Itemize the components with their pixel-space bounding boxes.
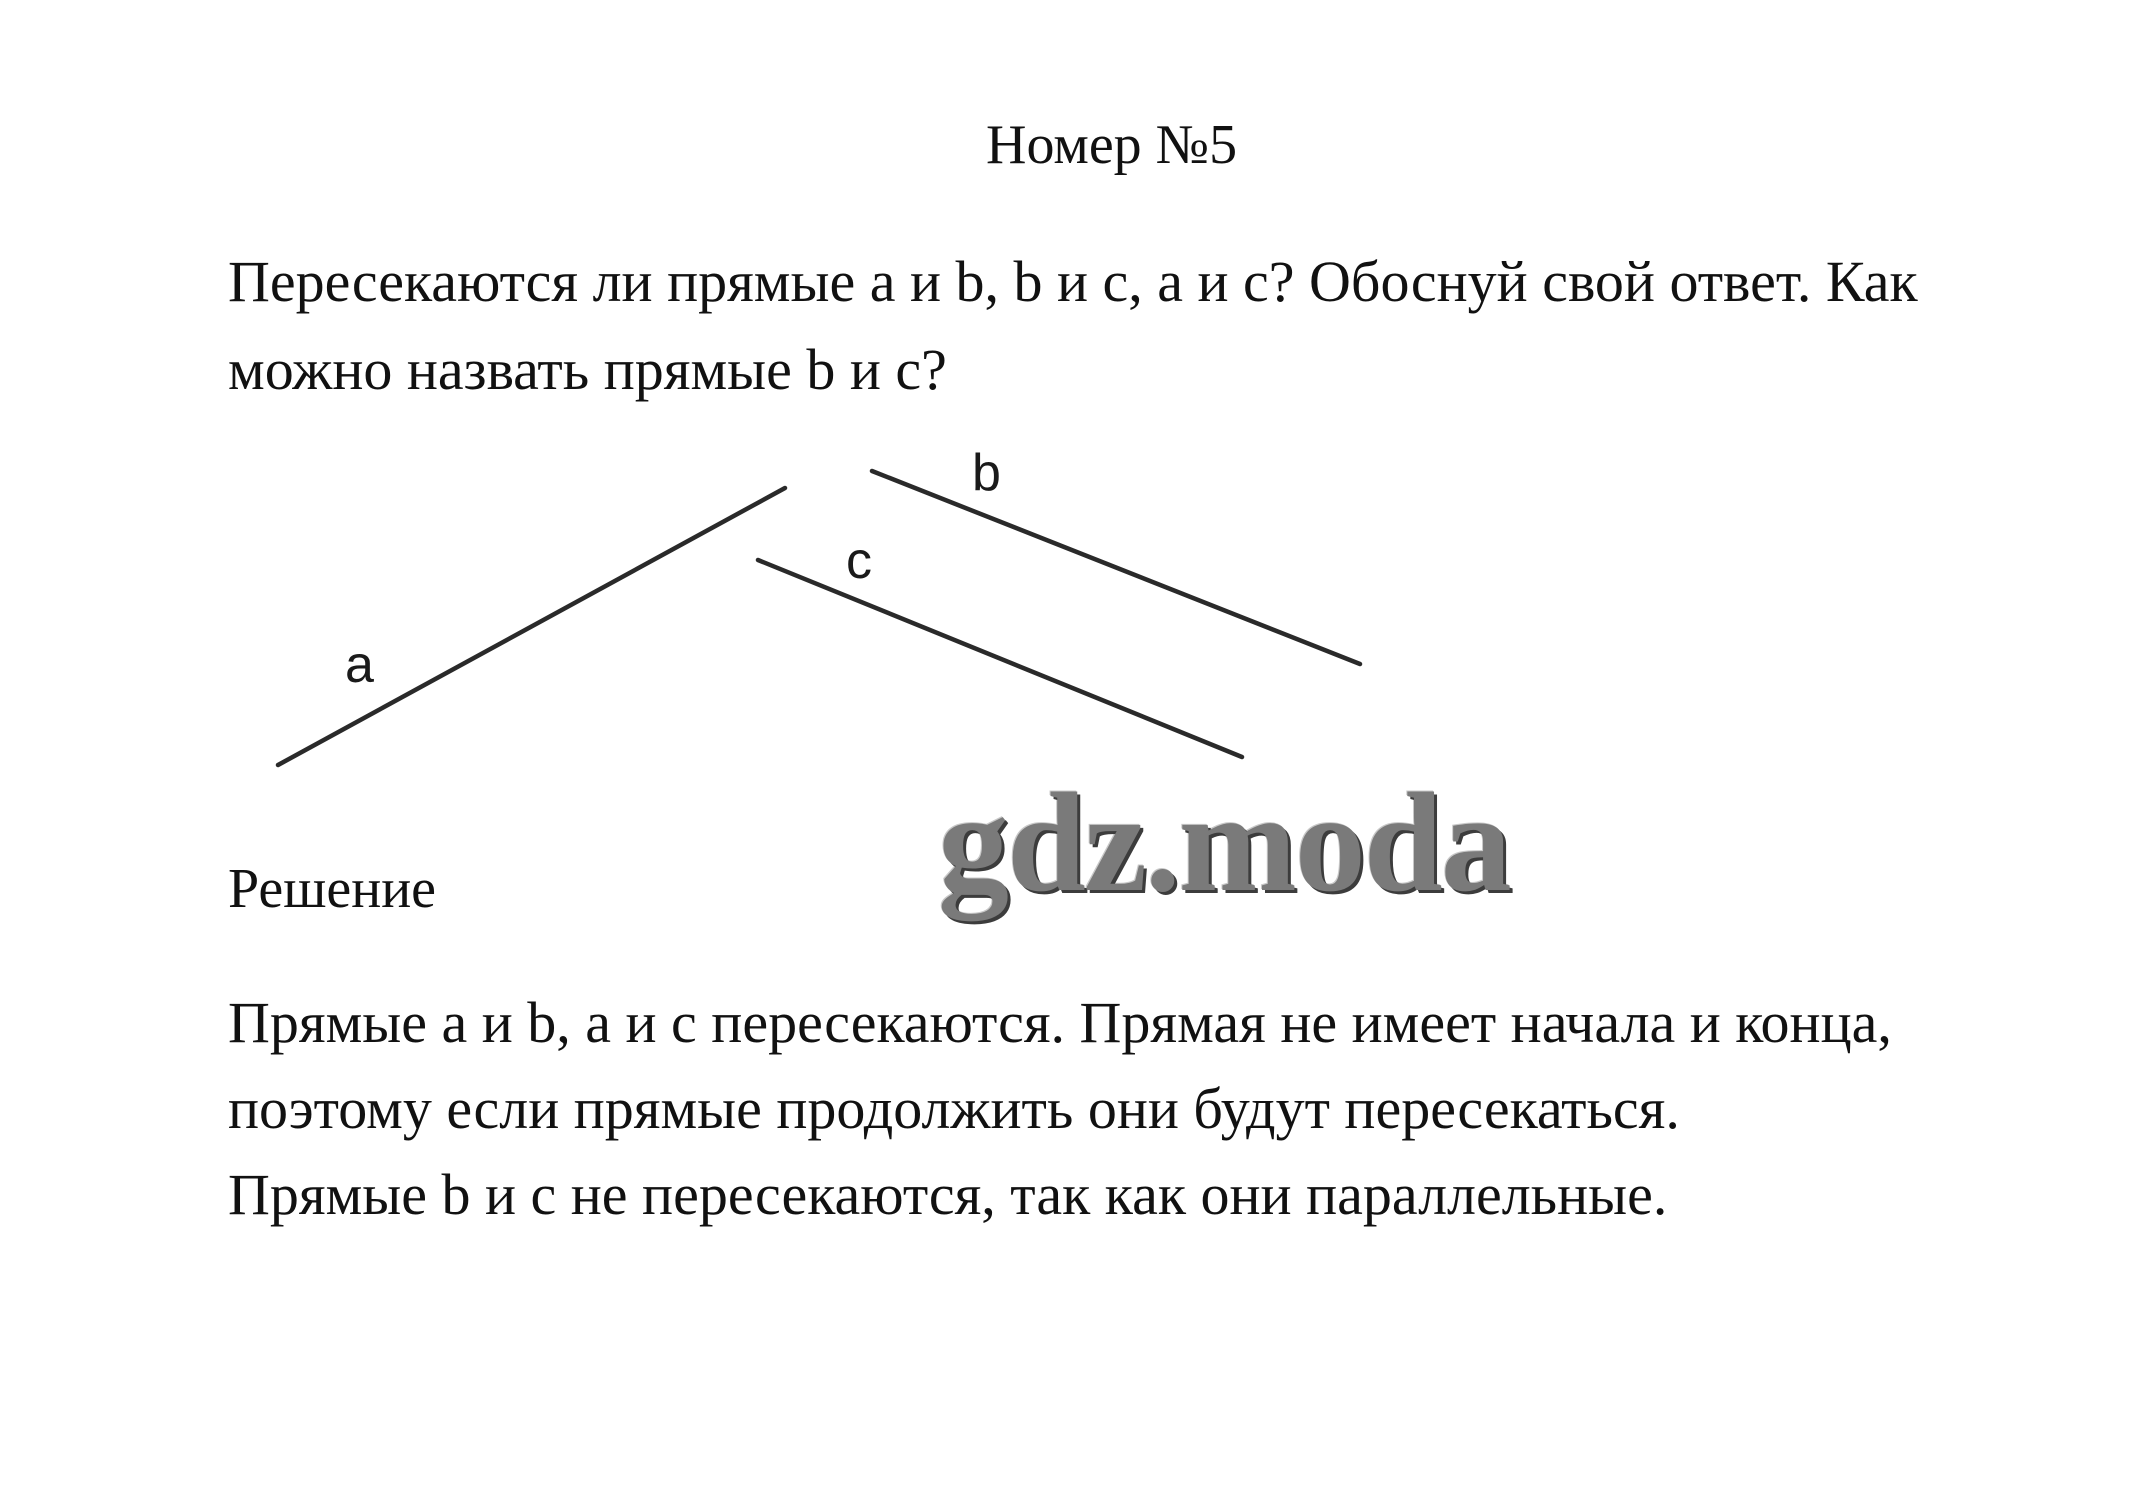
label-a: a <box>345 636 374 694</box>
watermark: gdz.moda <box>938 763 1510 921</box>
label-b: b <box>972 444 1001 502</box>
solution-line: Прямые a и b, a и c пересекаются. Прямая не имеет начала и конца, <box>228 990 1892 1055</box>
solution-text <box>228 980 2028 1238</box>
page-title: Номер №5 <box>986 114 1238 176</box>
line-a <box>278 488 785 765</box>
solution-line: поэтому если прямые продолжить они будут пересекаться. <box>228 1076 1680 1141</box>
label-c: c <box>846 532 872 590</box>
question-text: Пересекаются ли прямые a и b, b и c, a и c? Обоснуй свой ответ. Как можно назвать прямые b и c? <box>228 249 1918 402</box>
solution-line: Прямые b и c не пересекаются, так как они параллельные. <box>228 1162 1668 1227</box>
solution-heading: Решение <box>228 858 437 920</box>
